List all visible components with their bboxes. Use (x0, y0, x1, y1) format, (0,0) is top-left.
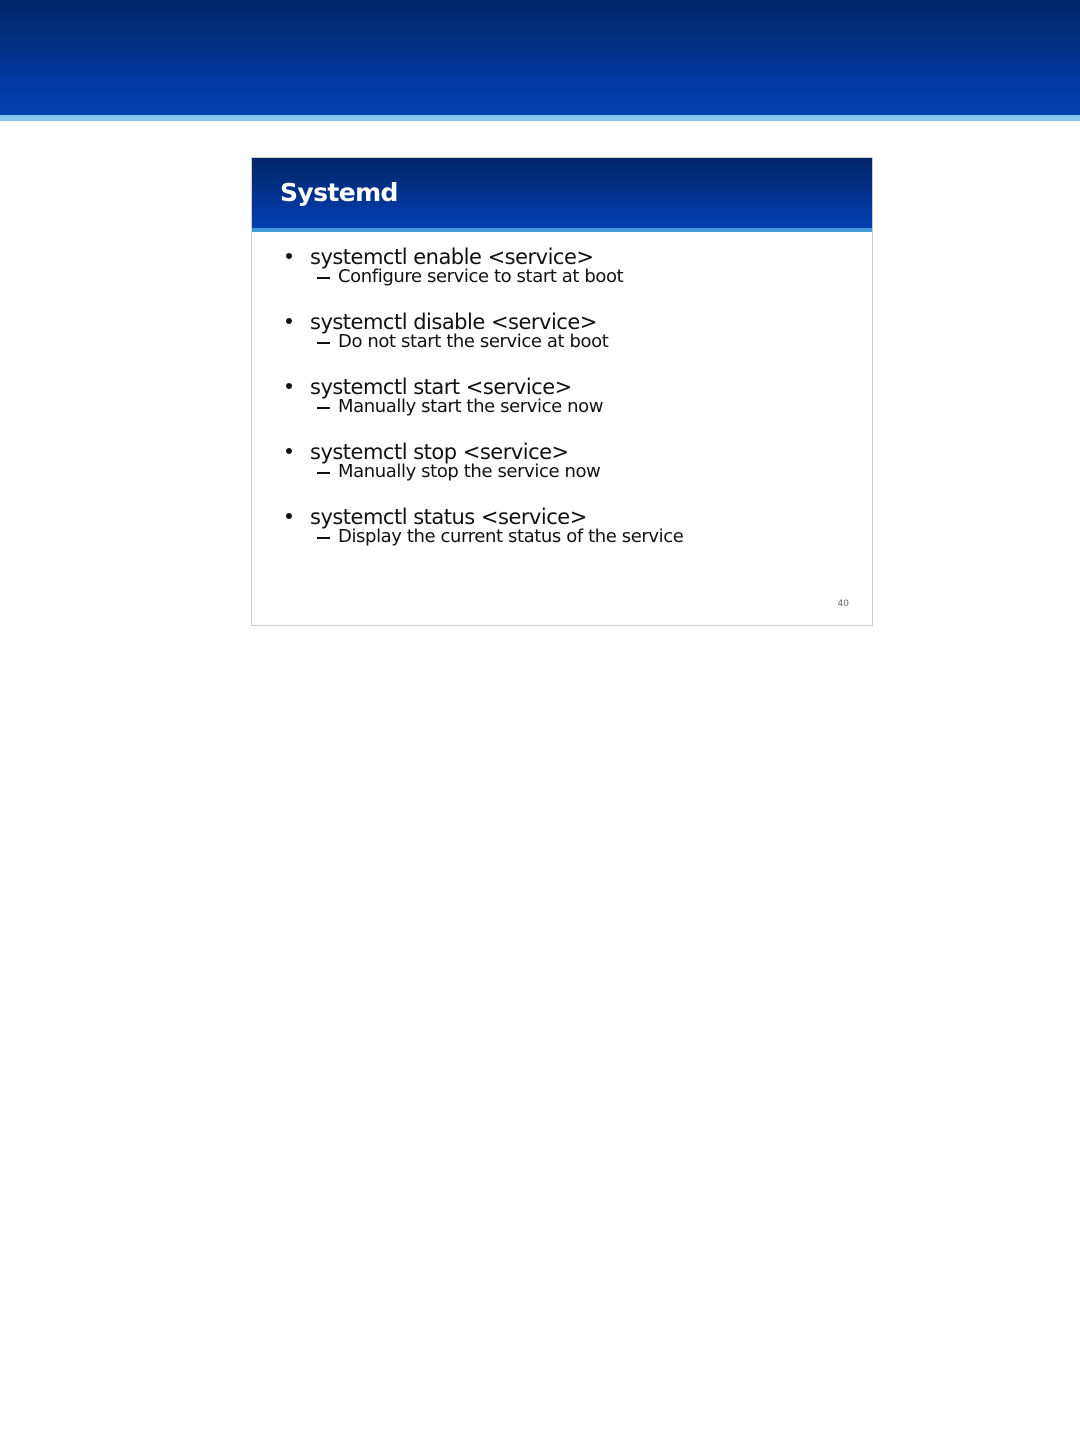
dash-icon (317, 537, 330, 539)
bullet-icon (286, 448, 292, 454)
bullet-item (252, 374, 872, 439)
slide-page-number: 40 (837, 599, 849, 609)
bullet-icon (286, 383, 292, 389)
dash-icon (317, 277, 330, 279)
sub-bullet-text: Manually start the service now (338, 396, 604, 417)
slide (251, 157, 873, 626)
sub-bullet-text: Configure service to start at boot (338, 266, 624, 287)
bullet-icon (286, 513, 292, 519)
page-header-banner (0, 0, 1080, 115)
dash-icon (317, 472, 330, 474)
bullet-item (252, 439, 872, 504)
bullet-item (252, 244, 872, 309)
bullet-icon (286, 318, 292, 324)
bullet-item (252, 504, 872, 569)
page-header-stripe (0, 115, 1080, 121)
bullet-list (252, 244, 872, 569)
sub-bullet-text: Do not start the service at boot (338, 331, 609, 352)
dash-icon (317, 407, 330, 409)
sub-bullet-text: Display the current status of the service (338, 526, 684, 547)
bullet-item (252, 309, 872, 374)
bullet-text: systemctl disable <service> (310, 310, 597, 334)
bullet-icon (286, 253, 292, 259)
sub-bullet-text: Manually stop the service now (338, 461, 601, 482)
slide-header-stripe (252, 228, 872, 232)
bullet-text: systemctl start <service> (310, 375, 572, 399)
bullet-text: systemctl stop <service> (310, 440, 569, 464)
dash-icon (317, 342, 330, 344)
slide-header (252, 158, 872, 228)
bullet-text: systemctl status <service> (310, 505, 587, 529)
slide-title: Systemd (280, 178, 398, 207)
bullet-text: systemctl enable <service> (310, 245, 594, 269)
